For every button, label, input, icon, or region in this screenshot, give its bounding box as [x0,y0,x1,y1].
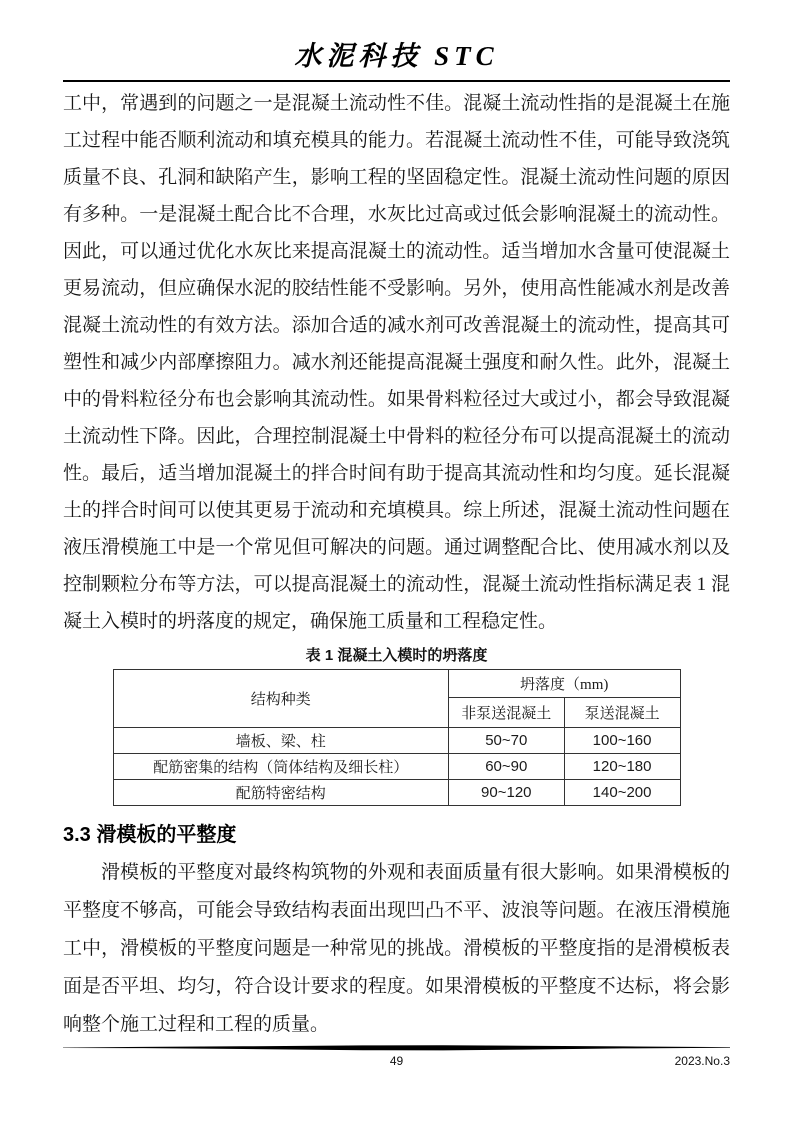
table-cell-non-pumped: 60~90 [448,754,564,780]
table-row [113,754,680,780]
table-subheader-pumped: 泵送混凝土 [564,698,680,728]
table-header-row-1 [113,670,680,698]
table-cell-pumped: 120~180 [564,754,680,780]
table-header-slump: 坍落度（mm) [448,670,680,698]
slump-table [113,669,681,806]
table-cell-non-pumped: 50~70 [448,728,564,754]
table-cell-pumped: 140~200 [564,780,680,806]
table-header-structure-type: 结构种类 [113,670,448,728]
page-footer [63,1044,730,1070]
table-cell-structure: 墙板、梁、柱 [113,728,448,754]
body-paragraph-concrete-fluidity: 工中，常遇到的问题之一是混凝土流动性不佳。混凝土流动性指的是混凝土在施工过程中能否顺利流动和填充模具的能力。若混凝土流动性不佳，可能导致浇筑质量不良、孔洞和缺陷产生，影响工程的坚固稳定性。混凝土流动性问题的原因有多种。一是混凝土配合比不合理，水灰比过高或过低会影响混凝土的流动性。因此，可以通过优化水灰比来提高混凝土的流动性。适当增加水含量可使混凝土更易流动，但应确保水泥的胶结性能不受影响。另外，使用高性能减水剂是改善混凝土流动性的有效方法。添加合适的减水剂可改善混凝土的流动性，提高其可塑性和减少内部摩擦阻力。减水剂还能提高混凝土强度和耐久性。此外，混凝土中的骨料粒径分布也会影响其流动性。如果骨料粒径过大或过小，都会导致混凝土流动性下降。因此，合理控制混凝土中骨料的粒径分布可以提高混凝土的流动性。最后，适当增加混凝土的拌合时间有助于提高其流动性和均匀度。延长混凝土的拌合时间可以使其更易于流动和充填模具。综上所述，混凝土流动性问题在液压滑模施工中是一个常见但可解决的问题。通过调整配合比、使用减水剂以及控制颗粒分布等方法，可以提高混凝土的流动性，混凝土流动性指标满足表 1 混凝土入模时的坍落度的规定，确保施工质量和工程稳定性。 [63,93,730,632]
header-divider [63,80,730,82]
table-row [113,728,680,754]
issue-number: 2023.No.3 [674,1054,730,1068]
table-cell-structure: 配筋密集的结构（筒体结构及细长柱） [113,754,448,780]
table-row [113,780,680,806]
page-content [63,38,730,1044]
table-caption: 表 1 混凝土入模时的坍落度 [305,647,488,664]
table-cell-structure: 配筋特密结构 [113,780,448,806]
footer-taper-divider [63,1044,730,1052]
table-subheader-non-pumped: 非泵送混凝土 [448,698,564,728]
footer-text-row [63,1054,730,1070]
page-number: 49 [389,1054,404,1068]
section-heading-3-3: 3.3 滑模板的平整度 [63,824,237,846]
section-paragraph-formwork-flatness: 滑模板的平整度对最终构筑物的外观和表面质量有很大影响。如果滑模板的平整度不够高，可能会导致结构表面出现凹凸不平、波浪等问题。在液压滑模施工中，滑模板的平整度问题是一种常见的挑战。滑模板的平整度指的是滑模板表面是否平坦、均匀，符合设计要求的程度。如果滑模板的平整度不达标，将会影响整个施工过程和工程的质量。 [63,862,730,1035]
journal-title: 水泥科技 STC [294,41,499,71]
table-cell-pumped: 100~160 [564,728,680,754]
table-cell-non-pumped: 90~120 [448,780,564,806]
